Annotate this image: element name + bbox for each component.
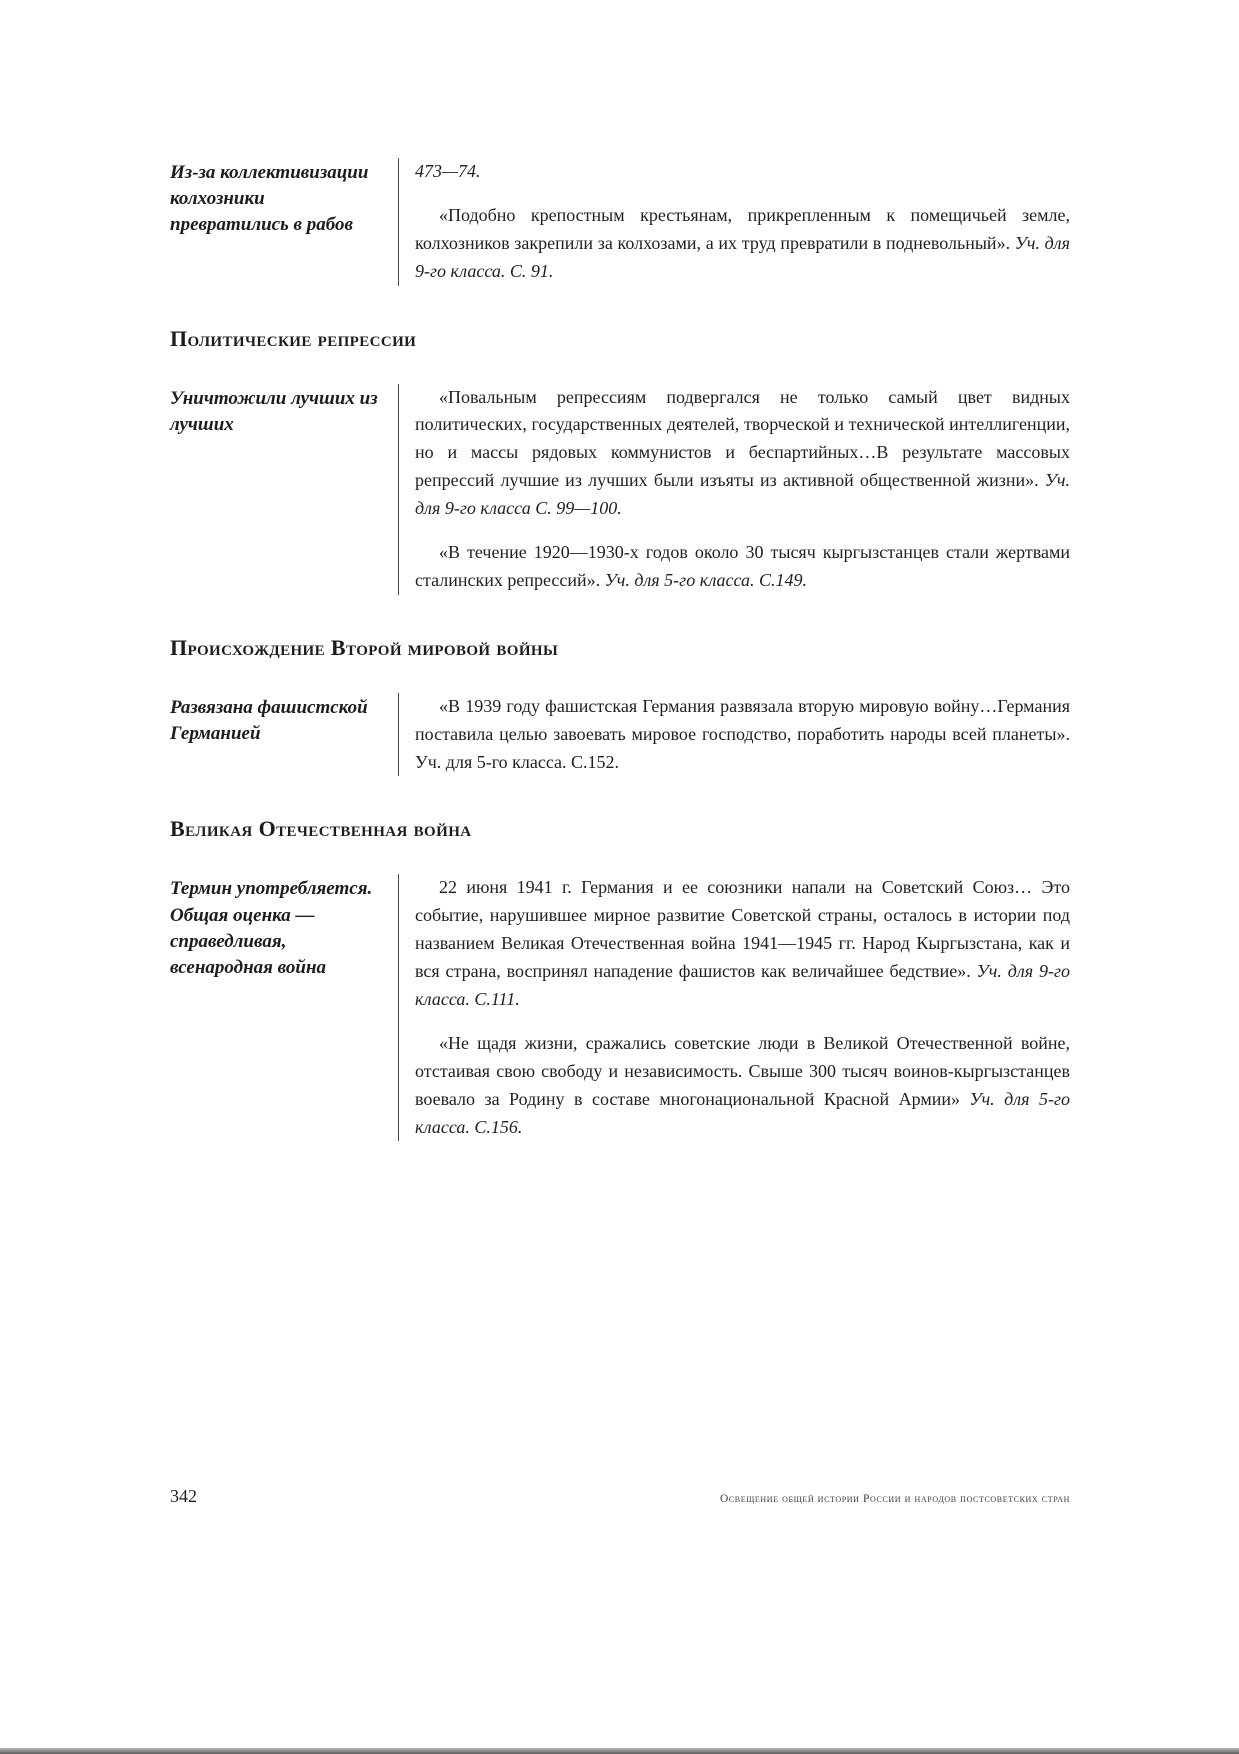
page-bottom-edge bbox=[0, 1748, 1239, 1754]
table-row bbox=[170, 693, 1070, 777]
section-heading: Великая Отечественная война bbox=[170, 816, 472, 842]
quote-paragraph bbox=[415, 202, 1070, 286]
quote-paragraph bbox=[415, 384, 1070, 523]
row-term: Развязана фашистской Германией bbox=[170, 696, 368, 745]
row-term: Из-за коллективизации колхозники превратились в рабов bbox=[170, 162, 369, 236]
table-row bbox=[170, 874, 1070, 1141]
quote-text: «Не щадя жизни, сражались советские люди в Великой Отечественной войне, отстаивая свою свободу и независимость. Свыше 300 тысяч воинов-кыргызстанцев воевало за Родину в составе многонациональной Красной Армии» bbox=[415, 1032, 1070, 1109]
citation-text: 473—74. bbox=[415, 161, 481, 181]
citation-text: Уч. для 5-го класса. С.156. bbox=[415, 1088, 1070, 1137]
row-term: Уничтожили лучших из лучших bbox=[170, 387, 378, 435]
page-content bbox=[170, 158, 1070, 1175]
quote-paragraph bbox=[415, 539, 1070, 595]
quote-paragraph bbox=[415, 158, 1070, 186]
row-term: Термин употребляется. Общая оценка — справедливая, всенародная война bbox=[170, 878, 373, 979]
quote-text: «В 1939 году фашистская Германия развязала вторую мировую войну…Германия поставила целью завоевать мировое господство, поработить народы всей планеты». bbox=[415, 695, 1070, 744]
section-heading: Происхождение Второй мировой войны bbox=[170, 634, 559, 660]
citation-text: Уч. для 9-го класса. С. 91. bbox=[415, 232, 1070, 281]
table-row bbox=[170, 384, 1070, 595]
quote-paragraph bbox=[415, 874, 1070, 1013]
row-quotes bbox=[398, 693, 1070, 777]
citation-text: Уч. для 9-го класса. С.111. bbox=[415, 961, 1070, 1010]
quote-text: 22 июня 1941 г. Германия и ее союзники напали на Советский Союз… Это событие, нарушившее мирное развитие Советской страны, осталось в истории под названием Великая Отечественная война 1941—1945 гг. Народ Кыргызстана, как и вся страна, воспринял нападение фашистов как величайшее бедствие». bbox=[415, 877, 1070, 982]
citation-text: Уч. для 5-го класса. С.149. bbox=[604, 569, 808, 590]
row-quotes bbox=[398, 158, 1070, 286]
page-footer bbox=[170, 1486, 1070, 1507]
row-quotes bbox=[398, 384, 1070, 595]
section-heading: Политические репрессии bbox=[170, 325, 417, 351]
quote-paragraph bbox=[415, 1030, 1070, 1142]
citation-text: Уч. для 9-го класса С. 99—100. bbox=[415, 470, 1070, 519]
table-row bbox=[170, 158, 1070, 286]
quote-text: «В течение 1920—1930-х годов около 30 тысяч кыргызстанцев стали жертвами сталинских репрессий». bbox=[415, 542, 1070, 590]
quote-paragraph bbox=[415, 693, 1070, 777]
running-title: Освещение общей истории России и народов постсоветских стран bbox=[719, 1493, 1070, 1505]
row-quotes bbox=[398, 874, 1070, 1141]
page-number: 342 bbox=[170, 1486, 197, 1506]
quote-text: Уч. для 5-го класса. С.152. bbox=[415, 751, 620, 772]
quote-text: «Подобно крепостным крестьянам, прикрепленным к помещичьей земле, колхозников закрепили за колхозами, а их труд превратили в подневольный». bbox=[415, 204, 1070, 253]
quote-text: «Повальным репрессиям подвергался не только самый цвет видных политических, государственных деятелей, творческой и технической интеллигенции, но и массы рядовых коммунистов и беспартийных…В результате массовых репрессий лучшие из лучших были изъяты из активной общественной жизни». bbox=[415, 386, 1070, 491]
